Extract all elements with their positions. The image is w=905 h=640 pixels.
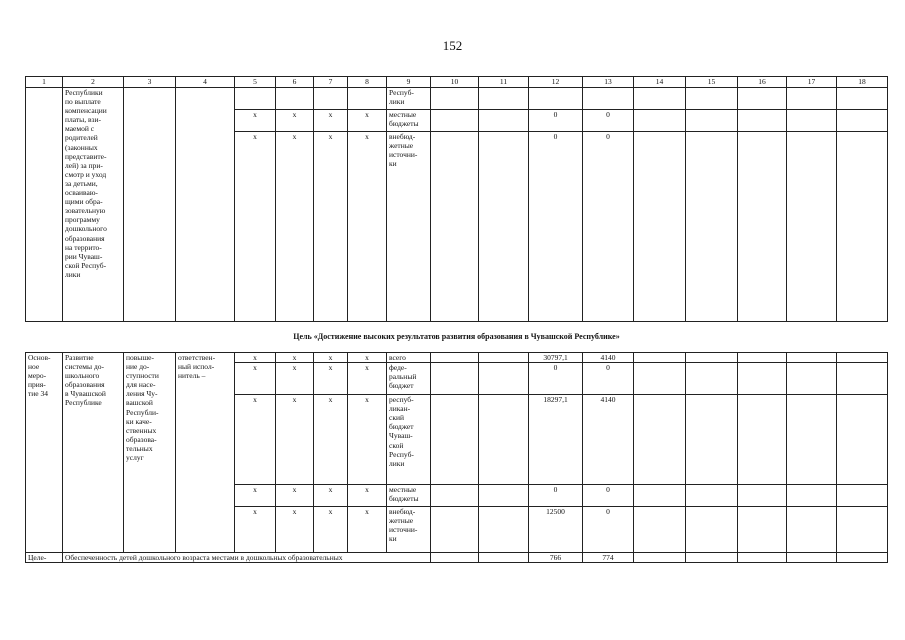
funding-source: Респуб- лики xyxy=(387,88,431,110)
goal-row xyxy=(26,322,888,353)
funding-source: местные бюджеты xyxy=(387,485,431,507)
table-cell xyxy=(431,88,479,110)
table-cell: х xyxy=(235,353,276,363)
table-cell xyxy=(686,395,738,485)
table-cell: 30797,1 xyxy=(529,353,583,363)
table-cell: 12500 xyxy=(529,507,583,553)
column-number: 17 xyxy=(787,77,837,88)
table-cell: 0 xyxy=(583,363,634,395)
table-cell xyxy=(837,363,888,395)
table-cell xyxy=(634,395,686,485)
table-cell xyxy=(431,553,479,563)
table-cell xyxy=(787,395,837,485)
table-cell: 0 xyxy=(583,507,634,553)
table-cell xyxy=(787,363,837,395)
table-cell xyxy=(738,132,787,322)
measure-description: Республики по выплате компенсации платы, взи- маемой с родителей (законных представите- лей) за при- смотр и уход за детьми, осваиваю- щими обра- зовательную программу дошкольного образования на террито- рии Чуваш- ской Респуб- лики xyxy=(63,88,124,322)
table-cell xyxy=(738,353,787,363)
table-cell: х xyxy=(314,395,348,485)
table-cell xyxy=(837,353,888,363)
table-cell: х xyxy=(235,485,276,507)
table-cell: 774 xyxy=(583,553,634,563)
table-cell xyxy=(837,110,888,132)
table-cell xyxy=(738,553,787,563)
table-cell xyxy=(479,132,529,322)
goal-title: Цель «Достижение высоких результатов развития образования в Чувашской Республике» xyxy=(26,322,888,353)
table-cell xyxy=(787,507,837,553)
table-cell xyxy=(529,88,583,110)
table-cell: 0 xyxy=(583,485,634,507)
column-number: 8 xyxy=(348,77,387,88)
table-cell: 18297,1 xyxy=(529,395,583,485)
table-cell: 4140 xyxy=(583,395,634,485)
column-number: 3 xyxy=(124,77,176,88)
indicator-text: Обеспеченность детей дошкольного возраста местами в дошкольных образовательных xyxy=(63,553,431,563)
column-number: 9 xyxy=(387,77,431,88)
table-cell xyxy=(176,88,235,322)
table-cell xyxy=(686,110,738,132)
table-cell: х xyxy=(276,485,314,507)
table-cell xyxy=(314,88,348,110)
table-row xyxy=(26,353,888,363)
table-cell xyxy=(431,132,479,322)
table-cell xyxy=(787,485,837,507)
column-number: 16 xyxy=(738,77,787,88)
funding-source: внебюд- жетные источни- ки xyxy=(387,507,431,553)
table-cell: х xyxy=(235,363,276,395)
table-cell: х xyxy=(348,110,387,132)
table-cell: х xyxy=(276,110,314,132)
table-cell xyxy=(787,132,837,322)
table-cell: х xyxy=(348,353,387,363)
column-number: 15 xyxy=(686,77,738,88)
table-cell xyxy=(634,110,686,132)
table-cell xyxy=(686,363,738,395)
measure-type: Основ- ное меро- прия- тие 34 xyxy=(26,353,63,553)
table-cell xyxy=(479,507,529,553)
funding-source: внебюд- жетные источни- ки xyxy=(387,132,431,322)
table-cell xyxy=(124,88,176,322)
table-cell: 0 xyxy=(529,132,583,322)
column-number: 10 xyxy=(431,77,479,88)
funding-source: местные бюджеты xyxy=(387,110,431,132)
table-cell: х xyxy=(314,363,348,395)
table-cell xyxy=(738,110,787,132)
table-cell xyxy=(686,553,738,563)
table-cell: х xyxy=(276,353,314,363)
table-cell: 0 xyxy=(583,110,634,132)
table-cell: х xyxy=(314,132,348,322)
table-cell: х xyxy=(348,395,387,485)
table-cell xyxy=(235,88,276,110)
table-cell xyxy=(634,363,686,395)
indicator-type: Целе- xyxy=(26,553,63,563)
table-cell xyxy=(634,553,686,563)
table-cell xyxy=(276,88,314,110)
funding-source: феде- ральный бюджет xyxy=(387,363,431,395)
table-row xyxy=(26,553,888,563)
table-cell: х xyxy=(276,395,314,485)
table-cell: х xyxy=(276,507,314,553)
table-cell xyxy=(431,485,479,507)
table-cell: х xyxy=(348,507,387,553)
table-cell: 0 xyxy=(529,110,583,132)
table-cell xyxy=(738,363,787,395)
table-cell xyxy=(431,353,479,363)
table-cell xyxy=(837,395,888,485)
table-cell: 0 xyxy=(583,132,634,322)
table-cell: х xyxy=(348,485,387,507)
table-cell: х xyxy=(235,110,276,132)
page-number: 152 xyxy=(442,38,463,53)
table-cell xyxy=(479,485,529,507)
table-cell: х xyxy=(348,132,387,322)
table-cell: х xyxy=(235,507,276,553)
table-cell xyxy=(686,353,738,363)
table-cell xyxy=(634,353,686,363)
table-cell xyxy=(634,88,686,110)
column-number: 6 xyxy=(276,77,314,88)
table-cell: х xyxy=(314,485,348,507)
table-cell: х xyxy=(235,395,276,485)
table-cell xyxy=(634,507,686,553)
table-cell xyxy=(738,88,787,110)
column-number: 18 xyxy=(837,77,888,88)
table-cell xyxy=(686,507,738,553)
column-number: 13 xyxy=(583,77,634,88)
table-cell xyxy=(634,485,686,507)
table-cell: х xyxy=(314,110,348,132)
table-cell xyxy=(738,395,787,485)
funding-source: респуб- ликан- ский бюджет Чуваш- ской Респуб- лики xyxy=(387,395,431,485)
column-number: 14 xyxy=(634,77,686,88)
table-cell xyxy=(738,485,787,507)
measure-description: Развитие системы до- школьного образования в Чувашской Республике xyxy=(63,353,124,553)
table-cell xyxy=(26,88,63,322)
budget-table xyxy=(25,76,888,563)
responsible-executor: ответствен- ный испол- нитель – xyxy=(176,353,235,553)
column-number: 1 xyxy=(26,77,63,88)
column-number: 2 xyxy=(63,77,124,88)
table-cell xyxy=(634,132,686,322)
column-number: 11 xyxy=(479,77,529,88)
table-row xyxy=(26,88,888,110)
table-cell: х xyxy=(314,507,348,553)
table-cell xyxy=(479,395,529,485)
table-cell xyxy=(787,110,837,132)
table-cell xyxy=(686,485,738,507)
table-cell xyxy=(686,132,738,322)
table-cell xyxy=(686,88,738,110)
table-cell xyxy=(479,88,529,110)
table-cell: х xyxy=(348,363,387,395)
table-cell xyxy=(738,507,787,553)
table-cell: х xyxy=(235,132,276,322)
table-cell: 4140 xyxy=(583,353,634,363)
table-cell xyxy=(787,88,837,110)
table-cell: х xyxy=(314,353,348,363)
table-cell: х xyxy=(276,363,314,395)
table-cell xyxy=(837,507,888,553)
table-cell xyxy=(479,353,529,363)
table-cell xyxy=(431,395,479,485)
column-number: 4 xyxy=(176,77,235,88)
table-cell xyxy=(431,507,479,553)
table-cell: 766 xyxy=(529,553,583,563)
table-cell xyxy=(431,110,479,132)
column-number: 12 xyxy=(529,77,583,88)
table-cell xyxy=(837,553,888,563)
table-cell xyxy=(479,553,529,563)
table-cell: 0 xyxy=(529,363,583,395)
column-number: 7 xyxy=(314,77,348,88)
table-cell xyxy=(837,485,888,507)
column-number: 5 xyxy=(235,77,276,88)
table-cell xyxy=(787,353,837,363)
table-cell xyxy=(583,88,634,110)
table-cell xyxy=(787,553,837,563)
table-cell xyxy=(837,88,888,110)
column-number-row xyxy=(26,77,888,88)
table-cell: х xyxy=(276,132,314,322)
measure-goal: повыше- ние до- ступности для насе- ления Чу- вашской Республи- ки каче- ственных образова- тельных услуг xyxy=(124,353,176,553)
table-cell xyxy=(479,363,529,395)
table-cell xyxy=(837,132,888,322)
table-cell xyxy=(431,363,479,395)
table-cell: 0 xyxy=(529,485,583,507)
table-cell xyxy=(348,88,387,110)
table-cell xyxy=(479,110,529,132)
funding-source: всего xyxy=(387,353,431,363)
